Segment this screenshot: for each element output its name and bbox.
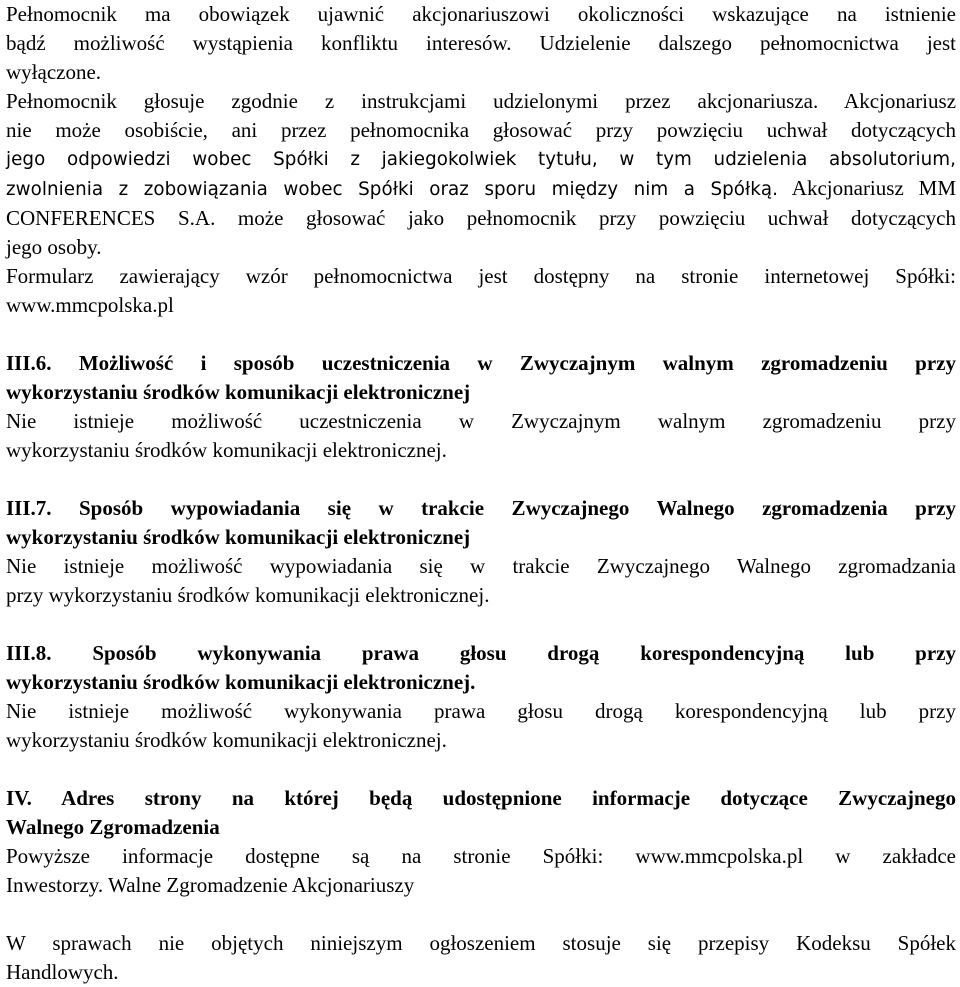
text-line: Handlowych. — [6, 960, 119, 984]
website-link-text: www.mmcpolska.pl — [6, 293, 174, 317]
text-line: Formularz zawierający wzór pełnomocnictwa jest dostępny na stronie internetowej Spółki: — [6, 264, 956, 288]
text-line: Powyższe informacje dostępne są na stronie Spółki: www.mmcpolska.pl w zakładce — [6, 844, 956, 868]
text-line: bądź możliwość wystąpienia konfliktu interesów. Udzielenie dalszego pełnomocnictwa jest — [6, 31, 956, 55]
section-heading: III.7. Sposób wypowiadania się w trakcie Zwyczajnego Walnego zgromadzenia przy — [6, 496, 956, 520]
section-heading: Walnego Zgromadzenia — [6, 815, 220, 839]
text-line: Nie istnieje możliwość wykonywania prawa głosu drogą korespondencyjną lub przy — [6, 699, 956, 723]
section-iii-8 — [6, 639, 956, 755]
section-iv — [6, 784, 956, 900]
section-heading: wykorzystaniu środków komunikacji elektronicznej — [6, 525, 471, 549]
spacer — [6, 755, 956, 784]
text-line: Nie istnieje możliwość wypowiadania się w trakcie Zwyczajnego Walnego zgromadzania — [6, 554, 956, 578]
section-heading: IV. Adres strony na której będą udostępnione informacje dotyczące Zwyczajnego — [6, 786, 956, 810]
text-line: CONFERENCES S.A. może głosować jako pełnomocnik przy powzięciu uchwał dotyczących — [6, 206, 956, 230]
text-line: wyłączone. — [6, 60, 102, 84]
text-line: nie może osobiście, ani przez pełnomocnika głosować przy powzięciu uchwał dotyczących — [6, 118, 956, 142]
section-iii-6 — [6, 349, 956, 465]
section-heading: III.8. Sposób wykonywania prawa głosu drogą korespondencyjną lub przy — [6, 641, 956, 665]
text-line: Nie istnieje możliwość uczestniczenia w Zwyczajnym walnym zgromadzeniu przy — [6, 409, 956, 433]
text-run: zwolnienia z zobowiązania wobec Spółki oraz sporu między nim a Spółką. — [6, 179, 779, 200]
text-line: W sprawach nie objętych niniejszym ogłoszeniem stosuje się przepisy Kodeksu Spółek — [6, 931, 956, 955]
section-heading: wykorzystaniu środków komunikacji elektronicznej — [6, 380, 471, 404]
spacer — [6, 900, 956, 929]
text-line: wykorzystaniu środków komunikacji elektronicznej. — [6, 438, 447, 462]
spacer — [6, 610, 956, 639]
text-line-mixed — [6, 174, 956, 204]
text-line: jego osoby. — [6, 235, 102, 259]
text-line-mixed — [6, 87, 956, 116]
text-run: Akcjonariusz — [844, 89, 957, 113]
text-line: wykorzystaniu środków komunikacji elektronicznej. — [6, 728, 447, 752]
document-page — [6, 0, 956, 987]
spacer — [6, 465, 956, 494]
text-line: Inwestorzy. Walne Zgromadzenie Akcjonariuszy — [6, 873, 415, 897]
proxy-paragraph — [6, 0, 956, 320]
closing-paragraph — [6, 929, 956, 987]
text-line: Pełnomocnik ma obowiązek ujawnić akcjonariuszowi okoliczności wskazujące na istnienie — [6, 2, 956, 26]
text-line: przy wykorzystaniu środków komunikacji elektronicznej. — [6, 583, 490, 607]
section-iii-7 — [6, 494, 956, 610]
section-heading: III.6. Możliwość i sposób uczestniczenia w Zwyczajnym walnym zgromadzeniu przy — [6, 351, 956, 375]
text-run: Pełnomocnik głosuje zgodnie z instrukcjami udzielonymi przez akcjonariusza. — [6, 89, 819, 113]
text-line: jego odpowiedzi wobec Spółki z jakiegokolwiek tytułu, w tym udzielenia absolutorium, — [6, 149, 956, 170]
section-heading: wykorzystaniu środków komunikacji elektronicznej. — [6, 670, 476, 694]
text-run: Akcjonariusz MM — [791, 176, 957, 200]
spacer — [6, 320, 956, 349]
